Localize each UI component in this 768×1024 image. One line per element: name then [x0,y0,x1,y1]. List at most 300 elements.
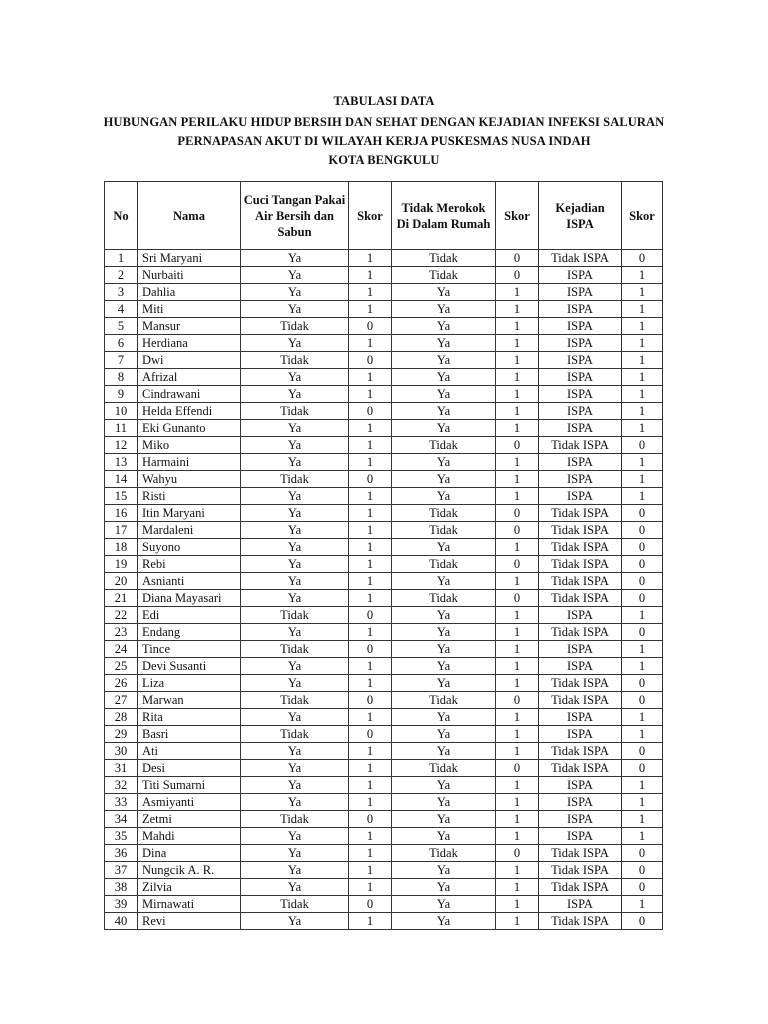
cell-skor-merokok: 1 [496,811,539,828]
cell-no: 9 [105,386,138,403]
cell-cuci-tangan: Ya [241,386,349,403]
cell-skor-merokok: 1 [496,284,539,301]
cell-cuci-tangan: Ya [241,437,349,454]
cell-skor-ispa: 0 [622,556,663,573]
cell-kejadian-ispa: ISPA [539,726,622,743]
cell-tidak-merokok: Tidak [392,505,496,522]
cell-tidak-merokok: Tidak [392,522,496,539]
cell-no: 28 [105,709,138,726]
cell-skor-ispa: 0 [622,437,663,454]
cell-skor-ispa: 0 [622,675,663,692]
table-row [105,709,663,726]
cell-skor-ispa: 0 [622,505,663,522]
cell-kejadian-ispa: ISPA [539,658,622,675]
cell-nama: Itin Maryani [138,505,241,522]
document-subtitle-line-3: KOTA BENGKULU [328,153,440,167]
cell-tidak-merokok: Ya [392,709,496,726]
cell-skor-merokok: 1 [496,828,539,845]
cell-skor-ispa: 1 [622,896,663,913]
cell-kejadian-ispa: Tidak ISPA [539,573,622,590]
cell-skor-cuci-tangan: 1 [349,624,392,641]
cell-nama: Tince [138,641,241,658]
cell-skor-ispa: 1 [622,335,663,352]
cell-nama: Titi Sumarni [138,777,241,794]
cell-skor-ispa: 0 [622,522,663,539]
header-skor-ispa: Skor [622,182,663,250]
cell-cuci-tangan: Ya [241,284,349,301]
cell-skor-ispa: 0 [622,862,663,879]
cell-nama: Mahdi [138,828,241,845]
header-nama: Nama [138,182,241,250]
cell-skor-cuci-tangan: 0 [349,471,392,488]
cell-skor-merokok: 1 [496,369,539,386]
cell-skor-ispa: 1 [622,828,663,845]
cell-nama: Asnianti [138,573,241,590]
cell-skor-merokok: 1 [496,624,539,641]
cell-cuci-tangan: Ya [241,522,349,539]
cell-skor-merokok: 1 [496,743,539,760]
cell-kejadian-ispa: ISPA [539,488,622,505]
cell-no: 34 [105,811,138,828]
table-row [105,896,663,913]
cell-nama: Mirnawati [138,896,241,913]
cell-cuci-tangan: Ya [241,301,349,318]
table-row [105,267,663,284]
cell-nama: Dahlia [138,284,241,301]
table-row [105,760,663,777]
cell-cuci-tangan: Ya [241,488,349,505]
cell-kejadian-ispa: ISPA [539,454,622,471]
cell-nama: Nurbaiti [138,267,241,284]
cell-no: 7 [105,352,138,369]
cell-cuci-tangan: Ya [241,369,349,386]
cell-skor-cuci-tangan: 1 [349,335,392,352]
cell-kejadian-ispa: Tidak ISPA [539,743,622,760]
cell-no: 26 [105,675,138,692]
cell-skor-ispa: 1 [622,811,663,828]
data-table [104,181,663,930]
cell-skor-cuci-tangan: 0 [349,641,392,658]
cell-skor-cuci-tangan: 1 [349,794,392,811]
cell-kejadian-ispa: ISPA [539,420,622,437]
table-row [105,641,663,658]
cell-cuci-tangan: Ya [241,590,349,607]
cell-skor-cuci-tangan: 1 [349,301,392,318]
cell-no: 21 [105,590,138,607]
cell-tidak-merokok: Tidak [392,692,496,709]
cell-kejadian-ispa: ISPA [539,811,622,828]
cell-skor-cuci-tangan: 0 [349,352,392,369]
table-row [105,488,663,505]
cell-cuci-tangan: Ya [241,573,349,590]
cell-tidak-merokok: Ya [392,879,496,896]
cell-no: 18 [105,539,138,556]
cell-cuci-tangan: Ya [241,777,349,794]
cell-cuci-tangan: Ya [241,539,349,556]
cell-skor-cuci-tangan: 0 [349,811,392,828]
cell-skor-merokok: 1 [496,539,539,556]
cell-skor-cuci-tangan: 1 [349,573,392,590]
cell-skor-merokok: 1 [496,709,539,726]
table-header-row [105,182,663,250]
cell-cuci-tangan: Ya [241,335,349,352]
cell-skor-ispa: 1 [622,284,663,301]
cell-tidak-merokok: Ya [392,862,496,879]
cell-skor-ispa: 1 [622,709,663,726]
cell-no: 24 [105,641,138,658]
cell-nama: Cindrawani [138,386,241,403]
header-skor-cuci-tangan: Skor [349,182,392,250]
cell-skor-merokok: 1 [496,658,539,675]
cell-tidak-merokok: Ya [392,318,496,335]
cell-no: 19 [105,556,138,573]
cell-tidak-merokok: Tidak [392,437,496,454]
cell-skor-merokok: 0 [496,845,539,862]
cell-skor-merokok: 1 [496,641,539,658]
document-subtitle-line-2: PERNAPASAN AKUT DI WILAYAH KERJA PUSKESMAS NUSA INDAH [177,134,591,148]
table-row [105,420,663,437]
table-row [105,301,663,318]
cell-no: 38 [105,879,138,896]
cell-tidak-merokok: Ya [392,403,496,420]
cell-cuci-tangan: Ya [241,845,349,862]
cell-skor-merokok: 1 [496,403,539,420]
cell-kejadian-ispa: ISPA [539,386,622,403]
cell-nama: Revi [138,913,241,930]
table-row [105,556,663,573]
cell-kejadian-ispa: ISPA [539,352,622,369]
cell-cuci-tangan: Tidak [241,726,349,743]
cell-cuci-tangan: Ya [241,743,349,760]
cell-tidak-merokok: Tidak [392,267,496,284]
table-row [105,726,663,743]
cell-cuci-tangan: Tidak [241,318,349,335]
cell-cuci-tangan: Tidak [241,403,349,420]
cell-skor-merokok: 0 [496,250,539,267]
cell-skor-cuci-tangan: 1 [349,845,392,862]
cell-skor-ispa: 0 [622,760,663,777]
cell-skor-merokok: 1 [496,420,539,437]
cell-kejadian-ispa: ISPA [539,641,622,658]
cell-no: 1 [105,250,138,267]
cell-kejadian-ispa: ISPA [539,471,622,488]
table-row [105,743,663,760]
cell-no: 40 [105,913,138,930]
cell-skor-cuci-tangan: 1 [349,284,392,301]
cell-skor-merokok: 1 [496,386,539,403]
cell-tidak-merokok: Ya [392,488,496,505]
cell-skor-cuci-tangan: 1 [349,675,392,692]
cell-skor-cuci-tangan: 1 [349,879,392,896]
cell-skor-ispa: 1 [622,267,663,284]
table-row [105,318,663,335]
cell-no: 20 [105,573,138,590]
cell-skor-ispa: 1 [622,369,663,386]
cell-kejadian-ispa: Tidak ISPA [539,760,622,777]
cell-nama: Desi [138,760,241,777]
cell-skor-ispa: 1 [622,607,663,624]
cell-kejadian-ispa: ISPA [539,301,622,318]
cell-kejadian-ispa: Tidak ISPA [539,862,622,879]
cell-skor-cuci-tangan: 1 [349,420,392,437]
cell-kejadian-ispa: Tidak ISPA [539,539,622,556]
cell-kejadian-ispa: ISPA [539,284,622,301]
cell-no: 39 [105,896,138,913]
cell-tidak-merokok: Tidak [392,845,496,862]
table-row [105,522,663,539]
cell-tidak-merokok: Ya [392,352,496,369]
cell-kejadian-ispa: Tidak ISPA [539,692,622,709]
cell-no: 13 [105,454,138,471]
cell-tidak-merokok: Ya [392,301,496,318]
cell-nama: Miti [138,301,241,318]
cell-skor-cuci-tangan: 1 [349,437,392,454]
cell-skor-merokok: 1 [496,879,539,896]
cell-cuci-tangan: Tidak [241,692,349,709]
cell-tidak-merokok: Ya [392,454,496,471]
cell-nama: Zilvia [138,879,241,896]
cell-kejadian-ispa: Tidak ISPA [539,845,622,862]
document-subtitle-line-1: HUBUNGAN PERILAKU HIDUP BERSIH DAN SEHAT DENGAN KEJADIAN INFEKSI SALURAN [103,115,665,129]
cell-no: 32 [105,777,138,794]
table-row [105,862,663,879]
cell-nama: Afrizal [138,369,241,386]
cell-cuci-tangan: Ya [241,794,349,811]
cell-kejadian-ispa: ISPA [539,896,622,913]
cell-cuci-tangan: Tidak [241,641,349,658]
cell-tidak-merokok: Tidak [392,760,496,777]
cell-kejadian-ispa: Tidak ISPA [539,913,622,930]
cell-kejadian-ispa: ISPA [539,777,622,794]
cell-skor-cuci-tangan: 0 [349,318,392,335]
cell-skor-merokok: 1 [496,352,539,369]
cell-skor-cuci-tangan: 0 [349,726,392,743]
cell-cuci-tangan: Tidak [241,471,349,488]
cell-skor-cuci-tangan: 1 [349,267,392,284]
cell-tidak-merokok: Ya [392,811,496,828]
cell-tidak-merokok: Ya [392,471,496,488]
cell-skor-cuci-tangan: 1 [349,488,392,505]
cell-skor-merokok: 1 [496,301,539,318]
cell-kejadian-ispa: Tidak ISPA [539,437,622,454]
cell-nama: Sri Maryani [138,250,241,267]
cell-kejadian-ispa: Tidak ISPA [539,879,622,896]
cell-kejadian-ispa: Tidak ISPA [539,590,622,607]
cell-nama: Herdiana [138,335,241,352]
cell-tidak-merokok: Ya [392,573,496,590]
cell-no: 4 [105,301,138,318]
cell-skor-ispa: 1 [622,488,663,505]
cell-nama: Helda Effendi [138,403,241,420]
cell-tidak-merokok: Ya [392,675,496,692]
cell-nama: Rita [138,709,241,726]
cell-no: 15 [105,488,138,505]
cell-nama: Dwi [138,352,241,369]
table-row [105,692,663,709]
cell-skor-ispa: 1 [622,726,663,743]
cell-skor-cuci-tangan: 0 [349,896,392,913]
cell-skor-ispa: 1 [622,777,663,794]
cell-skor-merokok: 0 [496,522,539,539]
cell-nama: Diana Mayasari [138,590,241,607]
cell-no: 6 [105,335,138,352]
cell-skor-merokok: 1 [496,726,539,743]
cell-tidak-merokok: Ya [392,284,496,301]
cell-no: 30 [105,743,138,760]
cell-skor-merokok: 1 [496,896,539,913]
cell-skor-ispa: 1 [622,658,663,675]
cell-no: 12 [105,437,138,454]
cell-tidak-merokok: Tidak [392,250,496,267]
cell-nama: Ati [138,743,241,760]
cell-skor-ispa: 1 [622,641,663,658]
cell-no: 14 [105,471,138,488]
cell-cuci-tangan: Ya [241,709,349,726]
cell-tidak-merokok: Ya [392,794,496,811]
cell-kejadian-ispa: ISPA [539,335,622,352]
cell-nama: Devi Susanti [138,658,241,675]
cell-nama: Nungcik A. R. [138,862,241,879]
cell-kejadian-ispa: Tidak ISPA [539,505,622,522]
cell-cuci-tangan: Ya [241,624,349,641]
cell-cuci-tangan: Tidak [241,607,349,624]
cell-kejadian-ispa: Tidak ISPA [539,556,622,573]
cell-kejadian-ispa: ISPA [539,403,622,420]
cell-kejadian-ispa: ISPA [539,828,622,845]
cell-cuci-tangan: Ya [241,556,349,573]
cell-skor-cuci-tangan: 1 [349,828,392,845]
table-row [105,454,663,471]
cell-skor-merokok: 1 [496,862,539,879]
table-row [105,828,663,845]
cell-nama: Miko [138,437,241,454]
cell-no: 23 [105,624,138,641]
cell-no: 27 [105,692,138,709]
cell-skor-cuci-tangan: 1 [349,777,392,794]
cell-skor-cuci-tangan: 0 [349,607,392,624]
cell-tidak-merokok: Ya [392,335,496,352]
table-row [105,386,663,403]
cell-nama: Edi [138,607,241,624]
table-row [105,845,663,862]
cell-skor-merokok: 1 [496,913,539,930]
cell-skor-ispa: 0 [622,845,663,862]
cell-tidak-merokok: Ya [392,658,496,675]
cell-skor-merokok: 1 [496,794,539,811]
cell-nama: Suyono [138,539,241,556]
cell-tidak-merokok: Ya [392,828,496,845]
cell-skor-merokok: 0 [496,437,539,454]
cell-kejadian-ispa: Tidak ISPA [539,675,622,692]
header-no: No [105,182,138,250]
table-row [105,352,663,369]
cell-skor-merokok: 0 [496,760,539,777]
cell-kejadian-ispa: ISPA [539,709,622,726]
cell-cuci-tangan: Ya [241,862,349,879]
table-row [105,369,663,386]
cell-tidak-merokok: Ya [392,369,496,386]
header-cuci-tangan: Cuci Tangan Pakai Air Bersih dan Sabun [241,182,349,250]
cell-tidak-merokok: Ya [392,726,496,743]
cell-no: 3 [105,284,138,301]
table-row [105,794,663,811]
cell-skor-cuci-tangan: 0 [349,403,392,420]
table-row [105,607,663,624]
cell-skor-cuci-tangan: 1 [349,505,392,522]
table-body [105,250,663,930]
cell-skor-ispa: 1 [622,454,663,471]
table-row [105,624,663,641]
cell-no: 17 [105,522,138,539]
cell-cuci-tangan: Ya [241,675,349,692]
cell-skor-cuci-tangan: 1 [349,386,392,403]
cell-tidak-merokok: Ya [392,386,496,403]
cell-skor-cuci-tangan: 1 [349,913,392,930]
cell-tidak-merokok: Tidak [392,590,496,607]
document-title: TABULASI DATA [333,94,435,108]
cell-skor-merokok: 0 [496,267,539,284]
cell-no: 10 [105,403,138,420]
cell-skor-ispa: 0 [622,743,663,760]
cell-skor-merokok: 1 [496,454,539,471]
cell-skor-ispa: 0 [622,539,663,556]
cell-kejadian-ispa: ISPA [539,369,622,386]
cell-skor-cuci-tangan: 1 [349,369,392,386]
cell-nama: Mansur [138,318,241,335]
cell-skor-cuci-tangan: 0 [349,692,392,709]
cell-kejadian-ispa: ISPA [539,607,622,624]
cell-skor-cuci-tangan: 1 [349,862,392,879]
cell-skor-cuci-tangan: 1 [349,590,392,607]
cell-skor-ispa: 0 [622,692,663,709]
cell-cuci-tangan: Ya [241,658,349,675]
cell-cuci-tangan: Ya [241,420,349,437]
cell-no: 8 [105,369,138,386]
cell-skor-ispa: 0 [622,573,663,590]
cell-no: 33 [105,794,138,811]
cell-cuci-tangan: Ya [241,828,349,845]
header-kejadian-ispa: Kejadian ISPA [539,182,622,250]
cell-cuci-tangan: Ya [241,879,349,896]
cell-skor-cuci-tangan: 1 [349,522,392,539]
cell-skor-ispa: 1 [622,318,663,335]
header-tidak-merokok: Tidak Merokok Di Dalam Rumah [392,182,496,250]
cell-kejadian-ispa: ISPA [539,794,622,811]
table-row [105,573,663,590]
cell-nama: Mardaleni [138,522,241,539]
cell-skor-ispa: 1 [622,794,663,811]
cell-no: 36 [105,845,138,862]
cell-skor-ispa: 0 [622,913,663,930]
cell-kejadian-ispa: ISPA [539,267,622,284]
cell-skor-ispa: 0 [622,250,663,267]
cell-skor-ispa: 1 [622,352,663,369]
table-row [105,777,663,794]
cell-skor-cuci-tangan: 1 [349,760,392,777]
table-row [105,437,663,454]
cell-skor-cuci-tangan: 1 [349,709,392,726]
cell-no: 16 [105,505,138,522]
cell-skor-merokok: 0 [496,590,539,607]
cell-skor-ispa: 0 [622,879,663,896]
cell-no: 31 [105,760,138,777]
cell-skor-ispa: 0 [622,590,663,607]
table-row [105,335,663,352]
cell-skor-merokok: 0 [496,692,539,709]
table-row [105,403,663,420]
table-row [105,658,663,675]
cell-tidak-merokok: Ya [392,913,496,930]
